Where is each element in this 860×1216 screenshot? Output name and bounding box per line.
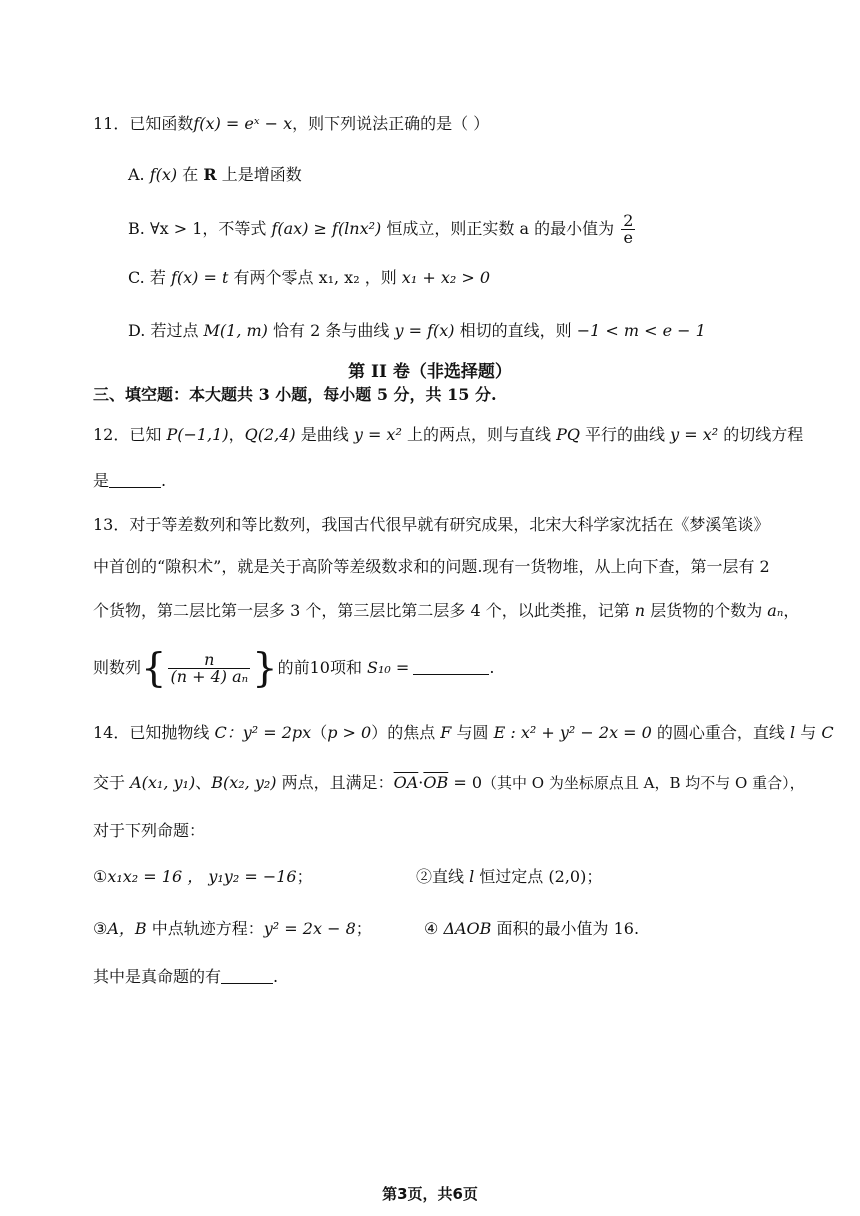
q13-fraction-den: (n + 4) aₙ xyxy=(170,667,249,686)
q12-line2 xyxy=(93,470,166,492)
option-c-text1: 若 xyxy=(149,268,171,287)
q13-line1: 13．对于等差数列和等比数列，我国古代很早就有研究成果，北宋大科学家沈括在《梦溪笔谈》 xyxy=(93,515,770,534)
q12-point-p: P(−1,1) xyxy=(166,425,229,444)
option-d-math3: −1 < m < e − 1 xyxy=(576,321,706,340)
q14-text-b: （ xyxy=(311,723,328,742)
q14-line2-c: 两点，且满足： xyxy=(276,773,394,792)
q11-function: f(x) = eˣ − x xyxy=(193,114,293,133)
q14-circle: E : x² + y² − 2x = 0 xyxy=(493,723,652,742)
q14-p2-b: 恒过定点 xyxy=(474,867,549,886)
option-c-label: C. xyxy=(128,268,145,287)
q12-text-e: 平行的曲线 xyxy=(579,425,671,444)
section-title: 第 II 卷（非选择题） xyxy=(348,362,512,382)
q13-line3 xyxy=(93,600,799,622)
q13-line4-b: 的前10项和 xyxy=(277,658,368,677)
option-a-text2: 上是增函数 xyxy=(216,165,302,184)
q11-stem xyxy=(93,113,489,135)
q12-line2-text: 是 xyxy=(93,471,110,490)
q14-proposition-2 xyxy=(416,866,602,888)
q11-option-c xyxy=(128,267,490,289)
q14-p2-point: (2,0) xyxy=(548,867,587,886)
q12-text-c: 是曲线 xyxy=(295,425,354,444)
q13-line2: 中首创的“隙积术”，就是关于高阶等差级数求和的问题.现有一货物堆，从上向下查，第一层有 2 xyxy=(93,557,770,576)
q13-line3-c: ， xyxy=(783,601,800,620)
q14-line2-d: （其中 O 为坐标原点且 A，B 均不与 O 重合）， xyxy=(482,774,805,792)
q14-f: F xyxy=(440,723,452,742)
left-brace-icon: { xyxy=(141,645,167,692)
right-brace-icon: } xyxy=(252,645,278,692)
dot-operator: · xyxy=(418,773,424,792)
q12-line2-end: . xyxy=(161,471,167,490)
q13-s10: S₁₀ = xyxy=(367,658,410,677)
q14-p4-b: 面积的最小值为 16. xyxy=(491,919,640,938)
q13-line3-b: 层货物的个数为 xyxy=(645,601,768,620)
q14-text-g: 的圆心重合，直线 xyxy=(651,723,791,742)
q14-p1-end: ； xyxy=(296,867,313,886)
q13-fraction xyxy=(168,652,250,685)
q14-line2-b: 、 xyxy=(195,773,212,792)
option-b-fraction xyxy=(621,213,635,246)
q12-line-pq: PQ xyxy=(556,425,580,444)
q14-p2-l: l xyxy=(469,867,475,886)
circled-four-icon: ④ xyxy=(424,919,444,938)
q11-option-b xyxy=(128,212,637,246)
q14-line3: 对于下列命题： xyxy=(93,821,206,840)
q14-proposition-1 xyxy=(93,866,313,888)
vector-ob: $\overline{OB}$ xyxy=(423,773,449,792)
q12-curve2: y = x² xyxy=(670,425,719,444)
q14-proposition-4 xyxy=(424,918,639,940)
q12-text-d: 上的两点，则与直线 xyxy=(401,425,557,444)
option-d-text3: 相切的直线，则 xyxy=(454,321,577,340)
q14-p1-math: x₁x₂ = 16 ， y₁y₂ = −16 xyxy=(107,867,297,886)
q13-n: n xyxy=(634,601,646,620)
option-d-text2: 恰有 2 条与曲线 xyxy=(267,321,395,340)
q12-text-b: ， xyxy=(228,425,245,444)
option-c-math2: x₁ + x₂ > 0 xyxy=(401,268,491,287)
q14-p3-end: ； xyxy=(355,919,372,938)
vector-oa: $\overline{OA}$ xyxy=(393,773,419,792)
q14-point-a: A(x₁, y₁) xyxy=(130,773,196,792)
q11-stem-suffix: ，则下列说法正确的是（ ） xyxy=(292,114,490,133)
section-heading: 三、填空题：本大题共 3 小题，每小题 5 分，共 15 分. xyxy=(93,385,497,404)
page-footer: 第3页，共6页 xyxy=(382,1185,478,1203)
fraction-denominator: e xyxy=(623,228,634,247)
q14-p2-end: ； xyxy=(586,867,603,886)
option-c-text2: 有两个零点 x₁, x₂ ，则 xyxy=(228,268,402,287)
option-b-label: B. xyxy=(128,219,145,238)
q14-text-e: 与圆 xyxy=(451,723,494,742)
q13-line4 xyxy=(93,642,494,694)
q13-line4-end: . xyxy=(489,658,495,677)
q11-stem-prefix: 11．已知函数 xyxy=(93,114,194,133)
q13-line4-a: 则数列 xyxy=(93,658,142,677)
answer-blank[interactable] xyxy=(221,969,273,984)
q14-c2: C xyxy=(821,723,834,742)
option-c-math1: f(x) = t xyxy=(170,268,229,287)
option-a-math2: R xyxy=(203,165,217,184)
option-a-label: A. xyxy=(128,165,145,184)
answer-blank[interactable] xyxy=(413,660,489,675)
q14-l: l xyxy=(790,723,796,742)
q14-p2-a: ②直线 xyxy=(416,867,470,886)
q11-option-d xyxy=(128,320,706,342)
option-a-text1: 在 xyxy=(177,165,204,184)
q14-last-line xyxy=(93,966,278,988)
option-d-text1: 若过点 xyxy=(150,321,204,340)
q13-line3-a: 个货物，第二层比第一层多 3 个，第三层比第二层多 4 个，以此类推，记第 xyxy=(93,601,635,620)
q12-curve: y = x² xyxy=(353,425,402,444)
option-b-text1: ∀x > 1，不等式 xyxy=(149,219,272,238)
q14-text-a: 14．已知抛物线 xyxy=(93,723,215,742)
q14-line2-a: 交于 xyxy=(93,773,131,792)
q14-p3-eq: y² = 2x − 8 xyxy=(263,919,356,938)
answer-blank[interactable] xyxy=(109,473,161,488)
q14-last-end: . xyxy=(273,967,279,986)
circled-three-icon: ③ xyxy=(93,919,108,938)
q14-point-b: B(x₂, y₂) xyxy=(211,773,277,792)
option-a-math1: f(x) xyxy=(149,165,178,184)
q14-c: C： xyxy=(214,723,243,742)
option-b-math: f(ax) ≥ f(lnx²) xyxy=(271,219,382,238)
option-d-math1: M(1, m) xyxy=(203,321,268,340)
q14-line1 xyxy=(93,722,834,744)
q14-p: p > 0 xyxy=(327,723,372,742)
option-b-text2: 恒成立，则正实数 a 的最小值为 xyxy=(381,219,615,238)
circled-one-icon: ① xyxy=(93,867,108,886)
q12-text-a: 12．已知 xyxy=(93,425,167,444)
q14-p3-ab: A，B xyxy=(107,919,147,938)
option-d-label: D. xyxy=(128,321,146,340)
q14-equals-zero: = 0 xyxy=(448,773,483,792)
q14-p3-b: 中点轨迹方程： xyxy=(146,919,264,938)
q13-fraction-num: n xyxy=(168,652,250,669)
q14-last-a: 其中是真命题的有 xyxy=(93,967,222,986)
q14-text-h: 与 xyxy=(795,723,822,742)
q12-point-q: Q(2,4) xyxy=(244,425,296,444)
option-d-math2: y = f(x) xyxy=(394,321,455,340)
q13-an: aₙ xyxy=(767,601,784,620)
q14-parabola: y² = 2px xyxy=(242,723,312,742)
q14-proposition-3 xyxy=(93,918,372,940)
fraction-numerator: 2 xyxy=(623,211,634,230)
q14-line2 xyxy=(93,772,805,794)
q12-text-f: 的切线方程 xyxy=(718,425,804,444)
q12-line1 xyxy=(93,424,803,446)
q14-text-d: ）的焦点 xyxy=(371,723,441,742)
q14-p4-triangle: ΔAOB xyxy=(443,919,492,938)
q11-option-a xyxy=(128,164,302,186)
